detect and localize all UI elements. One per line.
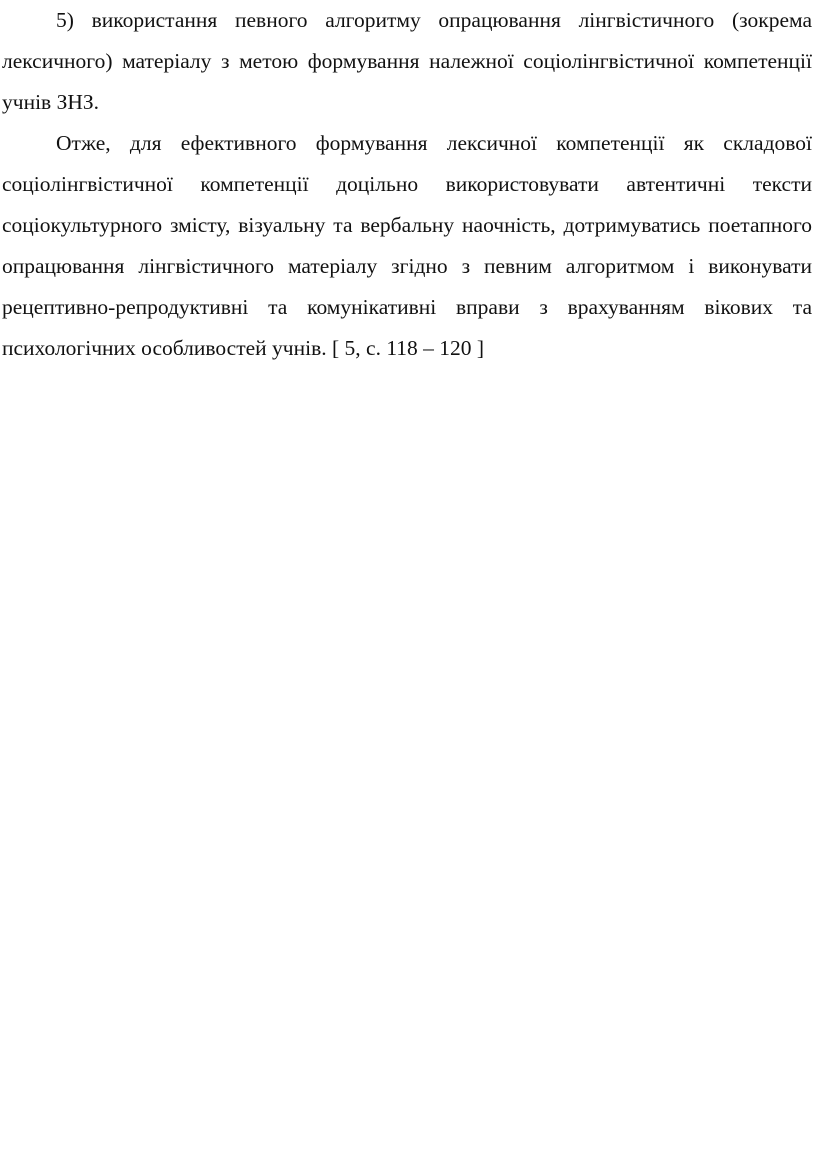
paragraph-list-item-5: 5) використання певного алгоритму опрацювання лінгвістичного (зокрема лексичного) матеріалу з метою формування належної соціолінгвістичної компетенції учнів ЗНЗ. — [2, 8, 812, 114]
document-body — [2, 0, 812, 369]
paragraph-conclusion: Отже, для ефективного формування лексичної компетенції як складової соціолінгвістичної компетенції доцільно використовувати автентичні тексти соціокультурного змісту, візуальну та вербальну наочність, дотримуватись поетапного опрацювання лінгвістичного матеріалу згідно з певним алгоритмом і виконувати рецептивно-репродуктивні та комунікативні вправи з врахуванням вікових та психологічних особливостей учнів. [ 5, с. 118 – 120 ] — [2, 131, 812, 360]
